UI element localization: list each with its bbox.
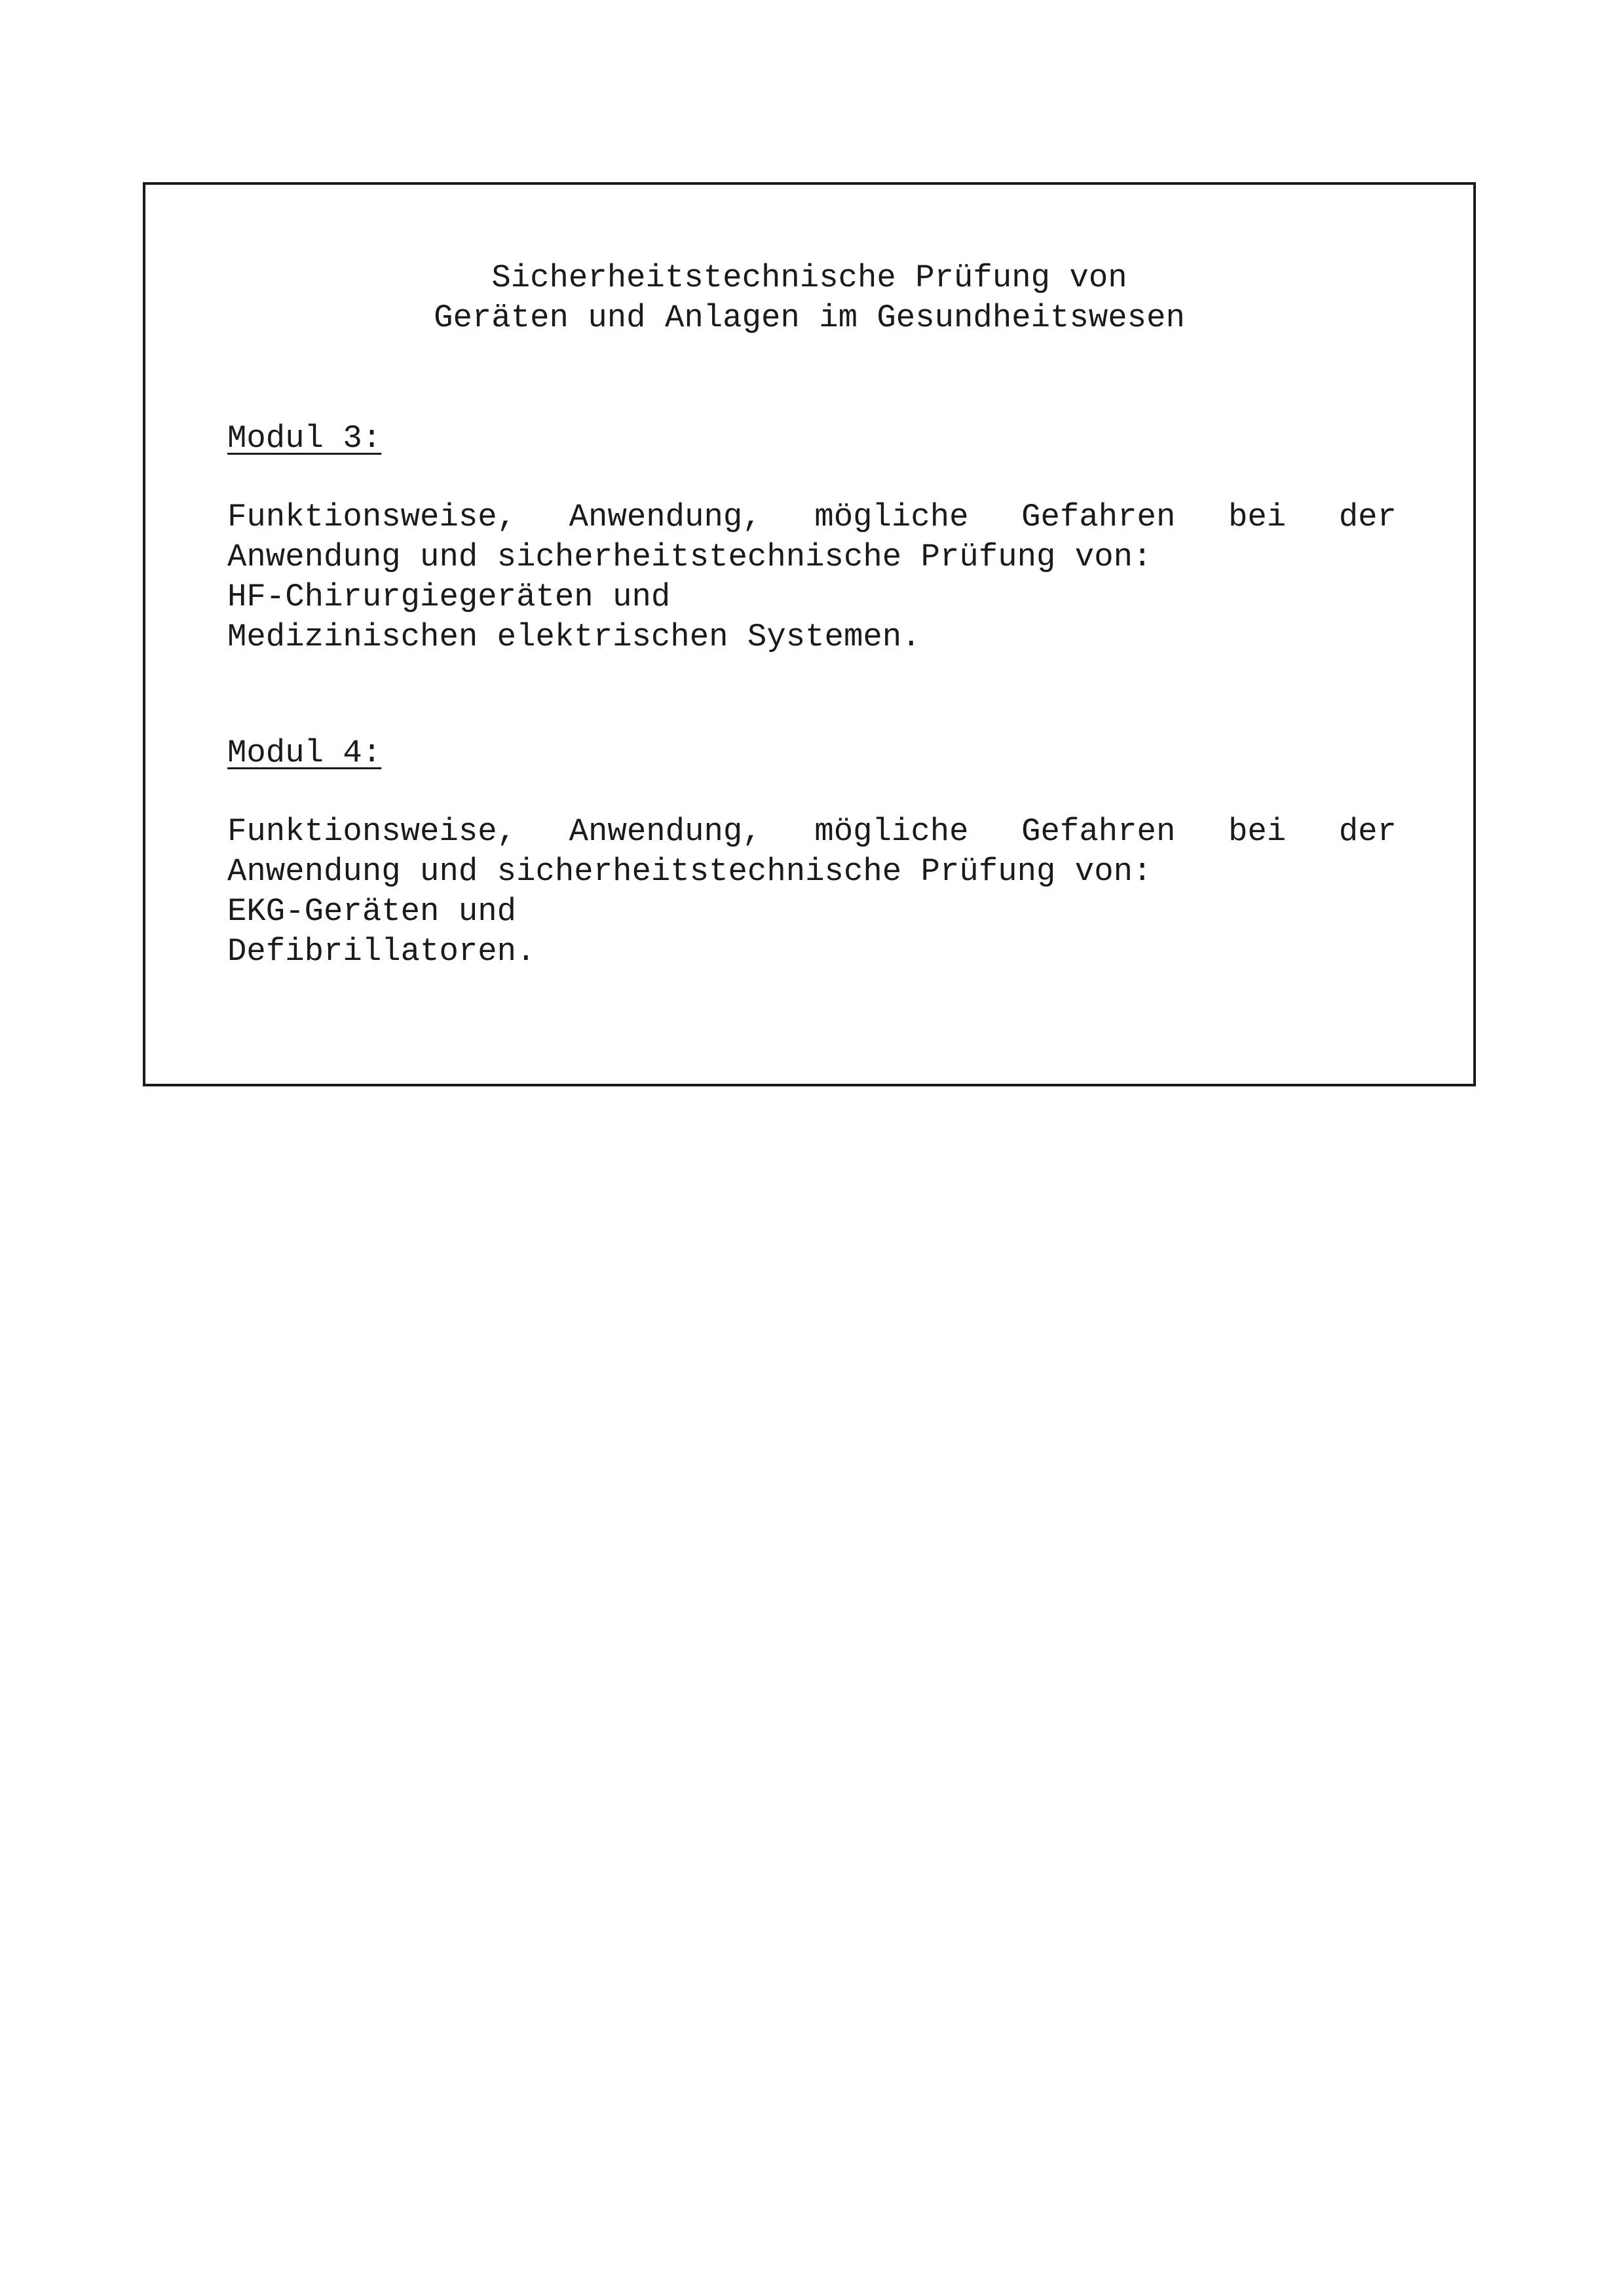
word: bei [1228, 813, 1287, 850]
word: bei [1228, 499, 1287, 535]
word: Funktionsweise, [227, 813, 517, 850]
word: Gefahren [1021, 813, 1176, 850]
module-3-line-4: Medizinischen elektrischen Systemen. [227, 619, 921, 655]
module-4-line-4: Defibrillatoren. [227, 933, 536, 970]
word: der [1338, 813, 1397, 850]
module-4-line-3: EKG-Geräten und [227, 893, 517, 930]
word: Funktionsweise, [227, 499, 517, 535]
module-3-heading: Modul 3: [227, 420, 382, 457]
module-4-heading: Modul 4: [227, 735, 382, 771]
module-4-body [227, 812, 1397, 972]
word: Anwendung, [569, 813, 762, 850]
document-title [145, 258, 1473, 338]
title-line-1: Sicherheitstechnische Prüfung von [491, 259, 1127, 296]
module-3-heading-block [227, 419, 1397, 459]
module-4-line-2: Anwendung und sicherheitstechnische Prüfung von: [227, 853, 1152, 890]
module-3-line-1 [227, 497, 1397, 537]
word: Gefahren [1021, 499, 1176, 535]
module-4-heading-block [227, 733, 1397, 773]
word: mögliche [814, 813, 969, 850]
module-3-line-2: Anwendung und sicherheitstechnische Prüfung von: [227, 539, 1152, 575]
word: Anwendung, [569, 499, 762, 535]
word: der [1338, 499, 1397, 535]
module-3-line-3: HF-Chirurgiegeräten und [227, 579, 671, 615]
title-line-2: Geräten und Anlagen im Gesundheitswesen [434, 299, 1185, 336]
module-3-body [227, 497, 1397, 657]
module-4-line-1 [227, 812, 1397, 852]
document-frame [143, 182, 1476, 1086]
word: mögliche [814, 499, 969, 535]
